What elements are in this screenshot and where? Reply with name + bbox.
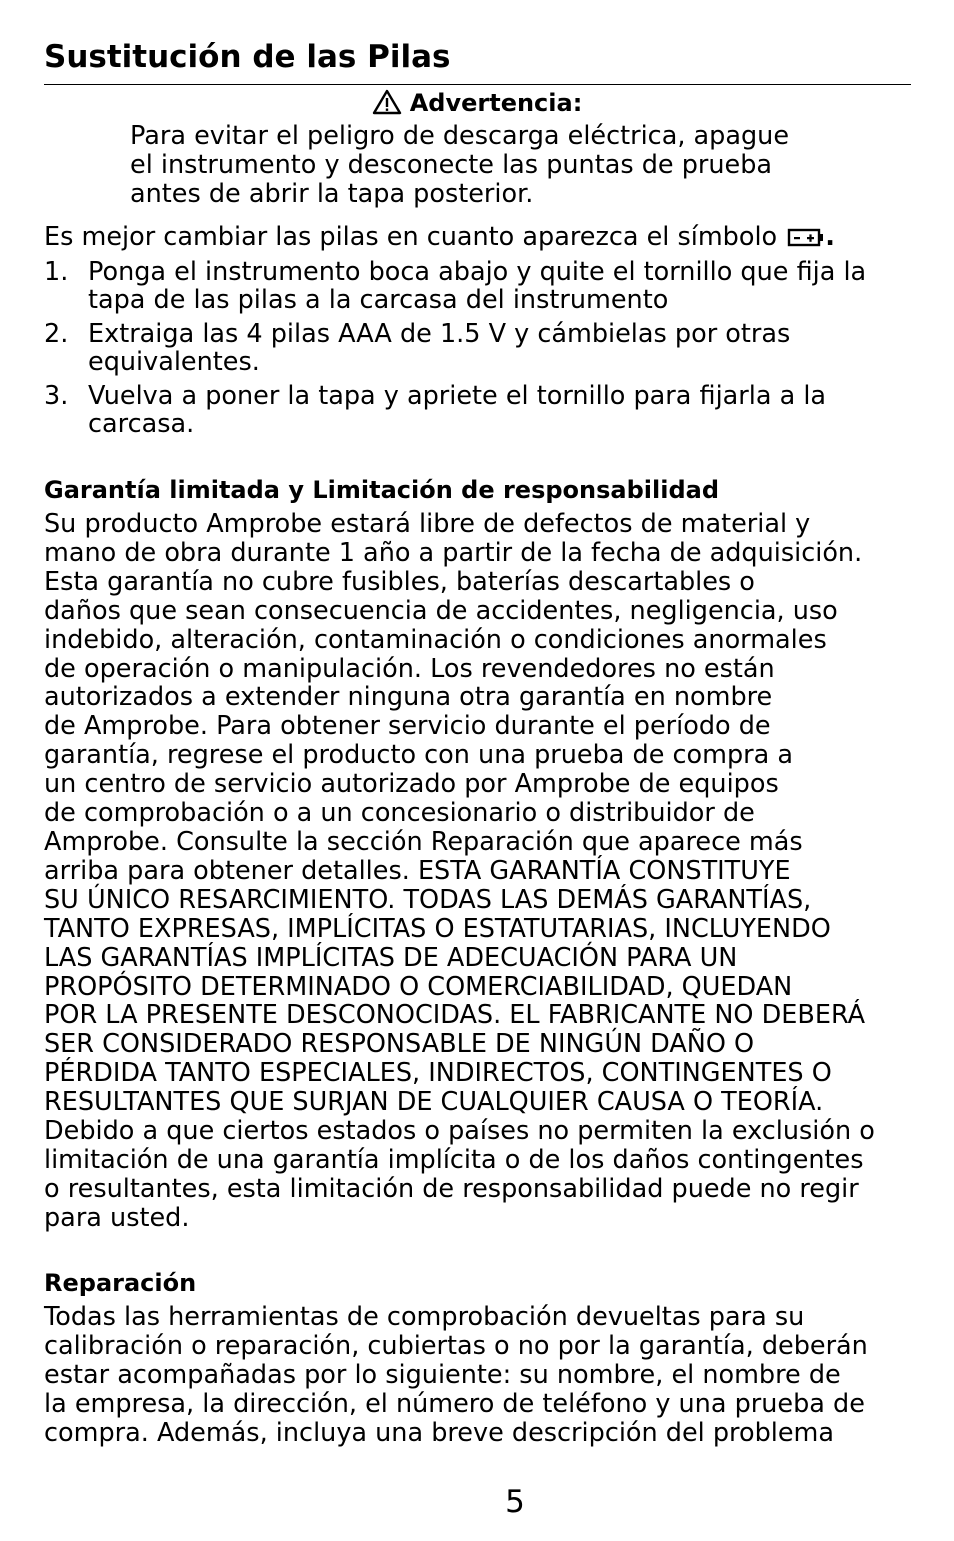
warranty-line: Debido a que ciertos estados o países no permiten la exclusión o bbox=[44, 1116, 875, 1147]
warranty-line: LAS GARANTÍAS IMPLÍCITAS DE ADECUACIÓN PARA UN bbox=[44, 942, 738, 973]
warranty-line: indebido, alteración, contaminación o condiciones anormales bbox=[44, 624, 827, 655]
warranty-line: Su producto Amprobe estará libre de defectos de material y bbox=[44, 509, 811, 539]
repair-line: la empresa, la dirección, el número de teléfono y una prueba de bbox=[44, 1388, 865, 1419]
battery-intro bbox=[44, 223, 924, 252]
warranty-line: de Amprobe. Para obtener servicio durante el período de bbox=[44, 711, 771, 742]
list-item bbox=[44, 320, 914, 376]
warranty-line: TANTO EXPRESAS, IMPLÍCITAS O ESTATUTARIAS, INCLUYENDO bbox=[44, 913, 831, 944]
section-title: Sustitución de las Pilas bbox=[44, 39, 451, 75]
repair-line: estar acompañadas por lo siguiente: su nombre, el nombre de bbox=[44, 1359, 841, 1390]
warning-heading bbox=[0, 88, 954, 118]
warranty-line: POR LA PRESENTE DESCONOCIDAS. EL FABRICANTE NO DEBERÁ bbox=[44, 1000, 866, 1031]
warranty-line: SU ÚNICO RESARCIMIENTO. TODAS LAS DEMÁS GARANTÍAS, bbox=[44, 884, 812, 915]
warranty-line: de operación o manipulación. Los revendedores no están bbox=[44, 653, 775, 684]
warning-line: antes de abrir la tapa posterior. bbox=[130, 179, 534, 209]
step-text: Extraiga las 4 pilas AAA de 1.5 V y cámbielas por otras equivalentes. bbox=[88, 319, 791, 377]
warranty-line: Amprobe. Consulte la sección Reparación que aparece más bbox=[44, 826, 803, 857]
warning-line: el instrumento y desconecte las puntas de prueba bbox=[130, 150, 773, 180]
warranty-line: PÉRDIDA TANTO ESPECIALES, INDIRECTOS, CONTINGENTES O bbox=[44, 1058, 832, 1089]
warranty-line: SER CONSIDERADO RESPONSABLE DE NINGÚN DAÑO O bbox=[44, 1029, 755, 1060]
warranty-line: para usted. bbox=[44, 1202, 190, 1233]
warranty-line: autorizados a extender ninguna otra garantía en nombre bbox=[44, 682, 773, 713]
warranty-heading: Garantía limitada y Limitación de responsabilidad bbox=[44, 476, 720, 504]
step-number: 1. bbox=[44, 257, 69, 287]
repair-heading: Reparación bbox=[44, 1269, 197, 1297]
warranty-line: arriba para obtener detalles. ESTA GARANTÍA CONSTITUYE bbox=[44, 855, 791, 886]
warranty-line: mano de obra durante 1 año a partir de la fecha de adquisición. bbox=[44, 537, 863, 568]
warranty-line: de comprobación o a un concesionario o distribuidor de bbox=[44, 798, 755, 829]
warning-label: Advertencia: bbox=[409, 89, 583, 117]
list-item bbox=[44, 258, 914, 314]
warning-line: Para evitar el peligro de descarga eléctrica, apague bbox=[130, 121, 790, 151]
battery-intro-period: . bbox=[825, 222, 835, 252]
warranty-line: garantía, regrese el producto con una prueba de compra a bbox=[44, 740, 794, 771]
warranty-text bbox=[44, 510, 919, 1233]
repair-line: Todas las herramientas de comprobación devueltas para su bbox=[44, 1302, 805, 1332]
list-item bbox=[44, 382, 914, 438]
step-text: Ponga el instrumento boca abajo y quite el tornillo que fija la tapa de las pilas a la carcasa del instrumento bbox=[88, 257, 867, 315]
warranty-line: RESULTANTES QUE SURJAN DE CUALQUIER CAUSA O TEORÍA. bbox=[44, 1087, 824, 1118]
warning-triangle-icon bbox=[372, 89, 402, 115]
step-text: Vuelva a poner la tapa y apriete el tornillo para fijarla a la carcasa. bbox=[88, 381, 827, 439]
warranty-line: limitación de una garantía implícita o de los daños contingentes bbox=[44, 1144, 864, 1175]
warranty-line: Esta garantía no cubre fusibles, baterías descartables o bbox=[44, 566, 755, 597]
step-number: 2. bbox=[44, 319, 69, 349]
repair-text bbox=[44, 1303, 919, 1448]
title-rule bbox=[44, 84, 911, 85]
warranty-line: o resultantes, esta limitación de responsabilidad puede no regir bbox=[44, 1173, 859, 1204]
repair-line: compra. Además, incluya una breve descripción del problema bbox=[44, 1417, 834, 1448]
steps-list bbox=[44, 258, 914, 444]
battery-intro-text: Es mejor cambiar las pilas en cuanto aparezca el símbolo bbox=[44, 222, 778, 252]
battery-icon bbox=[787, 226, 825, 248]
step-number: 3. bbox=[44, 381, 69, 411]
warranty-line: PROPÓSITO DETERMINADO O COMERCIABILIDAD, QUEDAN bbox=[44, 971, 793, 1002]
page-number: 5 bbox=[505, 1484, 525, 1520]
warning-text bbox=[130, 122, 870, 209]
repair-line: calibración o reparación, cubiertas o no por la garantía, deberán bbox=[44, 1330, 868, 1361]
warranty-line: daños que sean consecuencia de accidentes, negligencia, uso bbox=[44, 595, 838, 626]
warranty-line: un centro de servicio autorizado por Amprobe de equipos bbox=[44, 769, 779, 800]
